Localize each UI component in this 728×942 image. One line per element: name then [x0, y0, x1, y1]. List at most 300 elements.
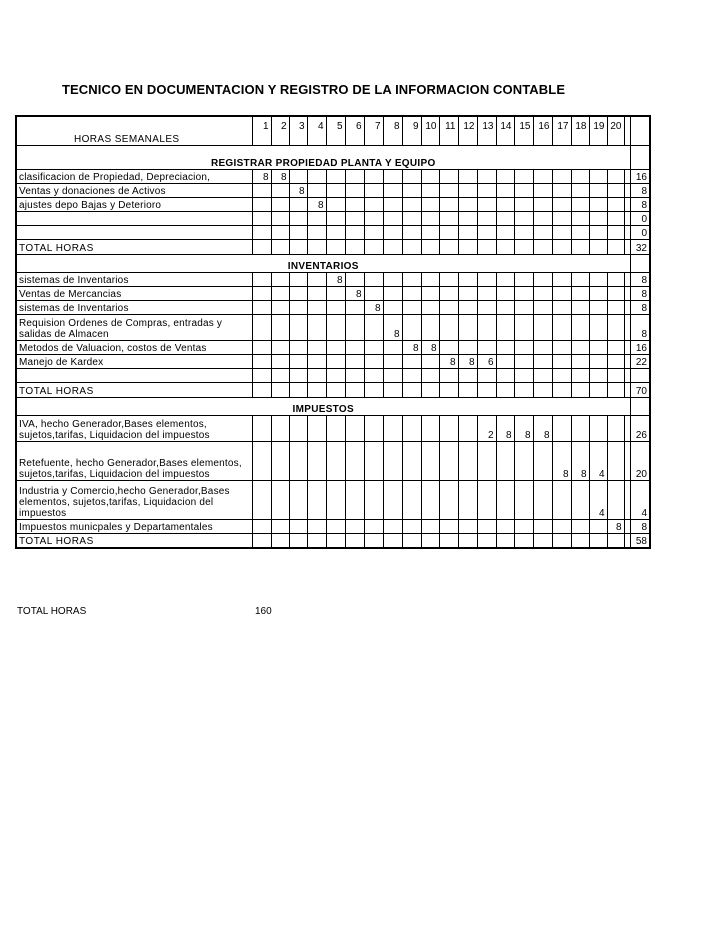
- hours-cell: [477, 286, 496, 300]
- table-row: [16, 211, 650, 225]
- hours-cell: [496, 441, 514, 480]
- hours-cell: [383, 211, 402, 225]
- section-title-row: [16, 397, 650, 415]
- hours-cell: [364, 519, 383, 533]
- hours-cell: [383, 239, 402, 254]
- hours-cell: [589, 239, 607, 254]
- row-total: 8: [630, 519, 650, 533]
- hours-cell: 8: [326, 272, 345, 286]
- hours-cell: [607, 368, 624, 382]
- hours-cell: [571, 480, 589, 519]
- hours-cell: [345, 480, 364, 519]
- hours-cell: [421, 197, 439, 211]
- hours-cell: [607, 197, 624, 211]
- hours-cell: [458, 169, 477, 183]
- hours-cell: 8: [496, 415, 514, 441]
- table-row: [16, 300, 650, 314]
- hours-cell: [307, 519, 326, 533]
- hours-cell: [477, 211, 496, 225]
- hours-cell: [326, 340, 345, 354]
- hours-cell: [289, 519, 307, 533]
- hours-cell: [345, 169, 364, 183]
- hours-cell: [421, 211, 439, 225]
- hours-cell: [514, 354, 533, 368]
- hours-cell: [252, 354, 271, 368]
- hours-cell: [307, 340, 326, 354]
- hours-cell: [552, 519, 571, 533]
- hours-cell: [552, 415, 571, 441]
- hours-cell: [289, 225, 307, 239]
- hours-cell: [364, 314, 383, 340]
- hours-cell: [345, 314, 364, 340]
- table-row: [16, 197, 650, 211]
- row-label: Ventas y donaciones de Activos: [16, 183, 252, 197]
- hours-cell: [514, 183, 533, 197]
- hours-cell: [514, 169, 533, 183]
- hours-cell: [607, 441, 624, 480]
- hours-cell: [421, 272, 439, 286]
- table-row: [16, 415, 650, 441]
- hours-cell: [439, 519, 458, 533]
- hours-cell: [571, 368, 589, 382]
- hours-cell: [458, 286, 477, 300]
- table-row: [16, 480, 650, 519]
- hours-cell: [364, 225, 383, 239]
- week-spacer: [458, 132, 477, 145]
- row-label: clasificacion de Propiedad, Depreciacion,: [16, 169, 252, 183]
- hours-cell: [252, 441, 271, 480]
- hours-cell: [477, 197, 496, 211]
- hours-cell: [496, 211, 514, 225]
- hours-cell: [514, 239, 533, 254]
- hours-cell: [383, 225, 402, 239]
- hours-cell: [514, 300, 533, 314]
- hours-cell: [402, 415, 421, 441]
- hours-cell: [289, 314, 307, 340]
- hours-cell: [496, 340, 514, 354]
- hours-cell: [383, 382, 402, 397]
- hours-cell: [477, 480, 496, 519]
- hours-cell: [307, 286, 326, 300]
- row-label: IVA, hecho Generador,Bases elementos, sujetos,tarifas, Liquidacion del impuestos: [16, 415, 252, 441]
- week-spacer: [607, 132, 624, 145]
- hours-cell: [589, 197, 607, 211]
- hours-cell: [326, 286, 345, 300]
- hours-cell: [421, 300, 439, 314]
- hours-cell: [458, 368, 477, 382]
- grand-total-label: TOTAL HORAS: [17, 606, 87, 617]
- week-number: 20: [607, 116, 624, 132]
- row-label: Metodos de Valuacion, costos de Ventas: [16, 340, 252, 354]
- week-number: 16: [533, 116, 552, 132]
- week-spacer: [271, 132, 289, 145]
- hours-cell: [364, 368, 383, 382]
- hours-cell: [289, 239, 307, 254]
- hours-cell: [364, 441, 383, 480]
- hours-cell: [326, 382, 345, 397]
- page-title: TECNICO EN DOCUMENTACION Y REGISTRO DE LA INFORMACION CONTABLE: [62, 82, 566, 97]
- hours-cell: [271, 533, 289, 548]
- hours-cell: [421, 480, 439, 519]
- week-number: 10: [421, 116, 439, 132]
- week-number: 13: [477, 116, 496, 132]
- hours-cell: 8: [271, 169, 289, 183]
- hours-cell: [383, 415, 402, 441]
- hours-cell: [571, 382, 589, 397]
- hours-cell: [607, 300, 624, 314]
- hours-cell: [589, 183, 607, 197]
- hours-cell: [364, 533, 383, 548]
- hours-cell: [252, 197, 271, 211]
- hours-cell: [439, 286, 458, 300]
- hours-cell: [421, 169, 439, 183]
- hours-cell: [345, 225, 364, 239]
- hours-cell: [439, 340, 458, 354]
- table-row: [16, 286, 650, 300]
- hours-cell: [307, 314, 326, 340]
- hours-cell: [533, 340, 552, 354]
- hours-cell: [402, 368, 421, 382]
- hours-cell: [458, 441, 477, 480]
- hours-cell: 8: [571, 441, 589, 480]
- hours-cell: [496, 519, 514, 533]
- hours-cell: [477, 368, 496, 382]
- hours-cell: [402, 239, 421, 254]
- row-label: [16, 211, 252, 225]
- hours-cell: [589, 368, 607, 382]
- hours-cell: [533, 225, 552, 239]
- hours-cell: [607, 340, 624, 354]
- hours-cell: [589, 382, 607, 397]
- hours-cell: [364, 272, 383, 286]
- hours-cell: [252, 225, 271, 239]
- hours-cell: 8: [458, 354, 477, 368]
- hours-cell: [533, 169, 552, 183]
- hours-cell: [439, 382, 458, 397]
- hours-cell: [533, 382, 552, 397]
- hours-cell: [458, 415, 477, 441]
- hours-cell: [289, 300, 307, 314]
- hours-cell: [607, 239, 624, 254]
- section-title: REGISTRAR PROPIEDAD PLANTA Y EQUIPO: [16, 145, 630, 169]
- hours-cell: [252, 368, 271, 382]
- hours-cell: [307, 415, 326, 441]
- total-header-cell: [630, 116, 650, 132]
- hours-cell: [307, 368, 326, 382]
- hours-cell: [496, 272, 514, 286]
- hours-cell: [402, 272, 421, 286]
- week-number: 8: [383, 116, 402, 132]
- hours-cell: [533, 519, 552, 533]
- hours-cell: [458, 225, 477, 239]
- hours-cell: [307, 354, 326, 368]
- hours-cell: [533, 368, 552, 382]
- hours-cell: [439, 183, 458, 197]
- hours-cell: [439, 272, 458, 286]
- hours-cell: [289, 286, 307, 300]
- row-label: sistemas de Inventarios: [16, 272, 252, 286]
- section-title-row: [16, 254, 650, 272]
- hours-cell: [514, 286, 533, 300]
- section-total-value: 32: [630, 239, 650, 254]
- week-spacer: [383, 132, 402, 145]
- hours-cell: [439, 441, 458, 480]
- hours-cell: [421, 533, 439, 548]
- hours-cell: [383, 197, 402, 211]
- hours-cell: [307, 169, 326, 183]
- hours-cell: [439, 169, 458, 183]
- hours-cell: [533, 286, 552, 300]
- hours-cell: [271, 286, 289, 300]
- week-spacer: [289, 132, 307, 145]
- hours-cell: [477, 340, 496, 354]
- hours-cell: [607, 314, 624, 340]
- hours-cell: [402, 286, 421, 300]
- hours-cell: [552, 197, 571, 211]
- hours-cell: [402, 354, 421, 368]
- hours-cell: 8: [364, 300, 383, 314]
- table-row: [16, 272, 650, 286]
- hours-cell: [607, 286, 624, 300]
- hours-cell: [345, 354, 364, 368]
- hours-cell: 8: [533, 415, 552, 441]
- hours-cell: [326, 211, 345, 225]
- hours-cell: [289, 354, 307, 368]
- hours-cell: [271, 197, 289, 211]
- hours-cell: [345, 382, 364, 397]
- hours-cell: [439, 225, 458, 239]
- row-total: 8: [630, 300, 650, 314]
- section-total-value: 58: [630, 533, 650, 548]
- hours-cell: [271, 368, 289, 382]
- hours-cell: [307, 441, 326, 480]
- hours-cell: [345, 183, 364, 197]
- hours-cell: [607, 415, 624, 441]
- hours-cell: [533, 441, 552, 480]
- hours-cell: [364, 354, 383, 368]
- hours-cell: [326, 533, 345, 548]
- week-number: 18: [571, 116, 589, 132]
- hours-cell: [383, 354, 402, 368]
- hours-cell: [552, 382, 571, 397]
- hours-cell: [271, 239, 289, 254]
- week-number: 4: [307, 116, 326, 132]
- row-label: Industria y Comercio,hecho Generador,Bases elementos, sujetos,tarifas, Liquidacion del impuestos: [16, 480, 252, 519]
- section-total-label: TOTAL HORAS: [16, 533, 252, 548]
- hours-cell: [607, 169, 624, 183]
- hours-cell: [326, 314, 345, 340]
- hours-cell: [307, 239, 326, 254]
- hours-table: [15, 115, 651, 549]
- hours-cell: [252, 519, 271, 533]
- hours-cell: [514, 480, 533, 519]
- week-header-row: [16, 116, 650, 132]
- hours-cell: [364, 415, 383, 441]
- hours-cell: 8: [383, 314, 402, 340]
- week-spacer: [439, 132, 458, 145]
- hours-cell: [552, 314, 571, 340]
- hours-cell: [589, 286, 607, 300]
- hours-cell: [571, 239, 589, 254]
- hours-cell: [589, 300, 607, 314]
- hours-cell: [252, 382, 271, 397]
- row-total: 8: [630, 197, 650, 211]
- hours-cell: [458, 340, 477, 354]
- hours-cell: [289, 368, 307, 382]
- hours-cell: [552, 368, 571, 382]
- hours-cell: [552, 480, 571, 519]
- hours-cell: [533, 239, 552, 254]
- hours-cell: [289, 533, 307, 548]
- hours-cell: [421, 225, 439, 239]
- hours-cell: 8: [307, 197, 326, 211]
- table-row: [16, 314, 650, 340]
- week-spacer: [402, 132, 421, 145]
- hours-cell: [607, 480, 624, 519]
- row-total: 22: [630, 354, 650, 368]
- hours-cell: [307, 533, 326, 548]
- hours-cell: [589, 415, 607, 441]
- section-total-row: [16, 382, 650, 397]
- row-total: 8: [630, 183, 650, 197]
- hours-cell: [571, 519, 589, 533]
- hours-cell: [552, 239, 571, 254]
- hours-cell: [496, 368, 514, 382]
- hours-cell: [496, 197, 514, 211]
- hours-cell: [326, 415, 345, 441]
- row-label: ajustes depo Bajas y Deterioro: [16, 197, 252, 211]
- week-spacer: [421, 132, 439, 145]
- hours-cell: [402, 314, 421, 340]
- hours-cell: [514, 441, 533, 480]
- hours-cell: [307, 183, 326, 197]
- hours-cell: [326, 368, 345, 382]
- hours-cell: [307, 272, 326, 286]
- hours-cell: [345, 239, 364, 254]
- hours-cell: [589, 354, 607, 368]
- hours-cell: [271, 354, 289, 368]
- hours-cell: [271, 415, 289, 441]
- hours-cell: [402, 300, 421, 314]
- section-total-blank: [630, 145, 650, 169]
- hours-cell: [252, 183, 271, 197]
- hours-cell: [289, 211, 307, 225]
- hours-cell: [326, 441, 345, 480]
- hours-cell: [252, 300, 271, 314]
- week-spacer: [496, 132, 514, 145]
- grand-total-value: 160: [255, 606, 272, 617]
- hours-cell: [289, 480, 307, 519]
- hours-cell: [458, 211, 477, 225]
- hours-cell: [289, 197, 307, 211]
- hours-cell: [458, 197, 477, 211]
- section-total-label: TOTAL HORAS: [16, 382, 252, 397]
- hours-cell: [514, 211, 533, 225]
- row-label: sistemas de Inventarios: [16, 300, 252, 314]
- hours-cell: [439, 300, 458, 314]
- hours-cell: [571, 314, 589, 340]
- hours-cell: [271, 441, 289, 480]
- hours-cell: [383, 183, 402, 197]
- hours-cell: [271, 272, 289, 286]
- hours-cell: [326, 354, 345, 368]
- hours-cell: [514, 533, 533, 548]
- hours-cell: [571, 183, 589, 197]
- hours-cell: [477, 169, 496, 183]
- hours-cell: [533, 300, 552, 314]
- hours-cell: [477, 533, 496, 548]
- table-row: [16, 441, 650, 480]
- row-label: [16, 368, 252, 382]
- hours-cell: [326, 300, 345, 314]
- hours-cell: [552, 211, 571, 225]
- hours-cell: [402, 382, 421, 397]
- section-total-blank: [630, 397, 650, 415]
- hours-cell: [402, 197, 421, 211]
- hours-cell: [439, 368, 458, 382]
- hours-cell: [571, 211, 589, 225]
- week-number: 7: [364, 116, 383, 132]
- row-total: 0: [630, 211, 650, 225]
- row-label: [16, 225, 252, 239]
- hours-cell: [552, 272, 571, 286]
- hours-cell: [439, 239, 458, 254]
- hours-cell: [345, 197, 364, 211]
- hours-cell: [383, 286, 402, 300]
- row-total: 16: [630, 169, 650, 183]
- row-label: Requision Ordenes de Compras, entradas y salidas de Almacen: [16, 314, 252, 340]
- hours-cell: [514, 382, 533, 397]
- hours-cell: [533, 480, 552, 519]
- hours-cell: [589, 314, 607, 340]
- hours-cell: [383, 368, 402, 382]
- week-number: 1: [252, 116, 271, 132]
- hours-cell: [533, 211, 552, 225]
- hours-cell: [364, 286, 383, 300]
- hours-cell: [289, 415, 307, 441]
- hours-cell: [514, 340, 533, 354]
- row-label: Ventas de Mercancias: [16, 286, 252, 300]
- week-number: 17: [552, 116, 571, 132]
- hours-cell: [458, 480, 477, 519]
- hours-cell: [307, 480, 326, 519]
- row-label: Impuestos municpales y Departamentales: [16, 519, 252, 533]
- hours-cell: [271, 480, 289, 519]
- hours-cell: [477, 300, 496, 314]
- hours-cell: [571, 272, 589, 286]
- hours-cell: 4: [589, 480, 607, 519]
- row-total: 8: [630, 314, 650, 340]
- hours-cell: [421, 314, 439, 340]
- hours-cell: [252, 286, 271, 300]
- table-row: [16, 340, 650, 354]
- hours-cell: [589, 211, 607, 225]
- hours-cell: [326, 519, 345, 533]
- hours-cell: [589, 225, 607, 239]
- week-spacer: [252, 132, 271, 145]
- hours-cell: [402, 519, 421, 533]
- total-spacer: [630, 132, 650, 145]
- hours-cell: [533, 197, 552, 211]
- hours-cell: [458, 533, 477, 548]
- hours-cell: [252, 340, 271, 354]
- hours-cell: [458, 519, 477, 533]
- hours-cell: [477, 183, 496, 197]
- hours-cell: 8: [289, 183, 307, 197]
- table-row: [16, 519, 650, 533]
- hours-cell: [514, 225, 533, 239]
- hours-cell: [421, 183, 439, 197]
